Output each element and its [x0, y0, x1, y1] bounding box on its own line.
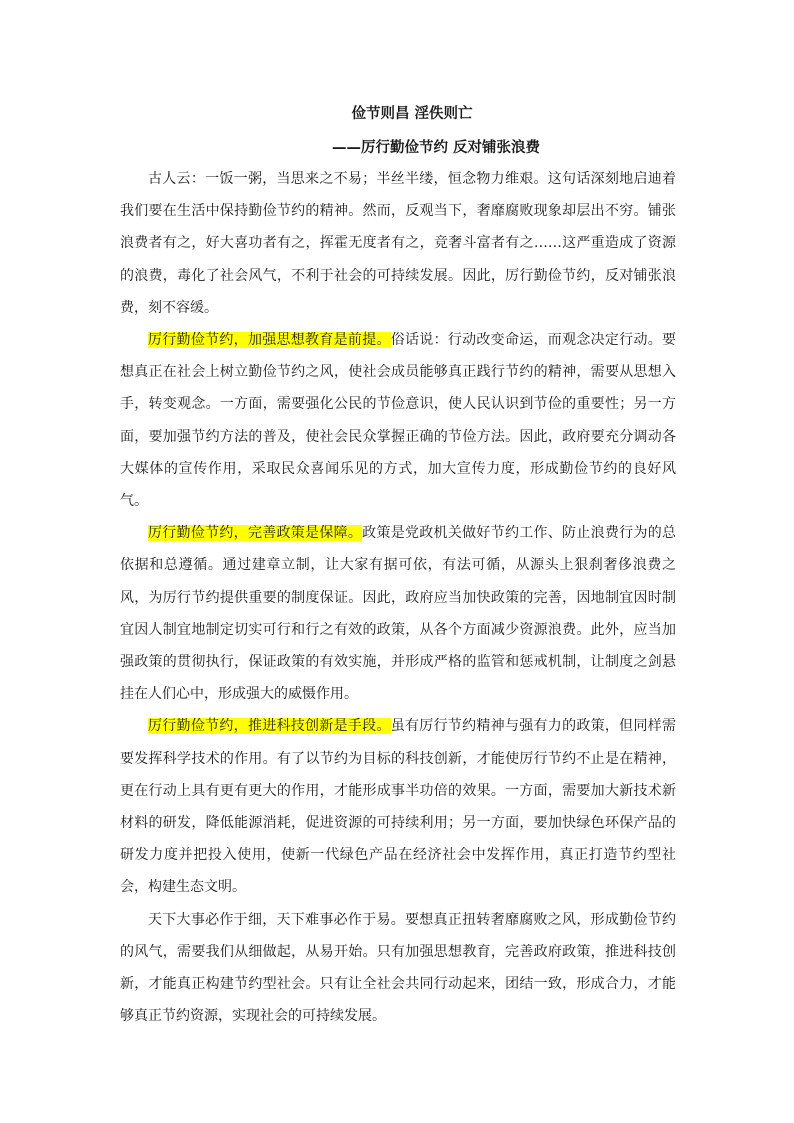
paragraph-conclusion: [120, 904, 676, 1033]
highlighted-topic-sentence: 厉行勤俭节约，推进科技创新是手段。: [148, 718, 391, 735]
paragraph-intro: [120, 163, 676, 324]
document-page: [120, 104, 676, 1032]
document-subtitle: ——厉行勤俭节约 反对铺张浪费: [331, 140, 541, 156]
paragraph-body: 古人云：一饭一粥，当思来之不易；半丝半缕，恒念物力维艰。这句话深刻地启迪着我们要在生活中保持勤俭节约的精神。然而，反观当下，奢靡腐败现象却层出不穷。铺张浪费者有之，好大喜功者有之，挥霍无度者有之，竞奢斗富者有之……这严重造成了资源的浪费，毒化了社会风气，不利于社会的可持续发展。因此，厉行勤俭节约，反对铺张浪费，刻不容缓。: [120, 171, 676, 316]
highlighted-topic-sentence: 厉行勤俭节约，加强思想教育是前提。: [148, 332, 391, 349]
document-title: 俭节则昌 淫佚则亡: [351, 106, 473, 122]
paragraph-thought-education: [120, 324, 676, 517]
paragraph-policy: [120, 517, 676, 710]
paragraph-technology: [120, 710, 676, 903]
paragraph-body: 天下大事必作于细，天下难事必作于易。要想真正扭转奢靡腐败之风，形成勤俭节约的风气，需要我们从细做起，从易开始。只有加强思想教育，完善政府政策，推进科技创新，才能真正构建节约型社会。只有让全社会共同行动起来，团结一致，形成合力，才能够真正节约资源，实现社会的可持续发展。: [120, 911, 676, 1025]
highlighted-topic-sentence: 厉行勤俭节约，完善政策是保障。: [148, 525, 363, 542]
paragraph-body: 俗话说：行动改变命运，而观念决定行动。要想真正在社会上树立勤俭节约之风，使社会成员能够真正践行节约的精神，需要从思想入手，转变观念。一方面，需要强化公民的节俭意识，使人民认识到节俭的重要性；另一方面，要加强节约方法的普及，使社会民众掌握正确的节俭方法。因此，政府要充分调动各大媒体的宣传作用，采取民众喜闻乐见的方式，加大宣传力度，形成勤俭节约的良好风气。: [120, 332, 677, 510]
paragraph-body: 虽有厉行节约精神与强有力的政策，但同样需要发挥科学技术的作用。有了以节约为目标的科技创新，才能使厉行节约不止是在精神，更在行动上具有更有更大的作用，才能形成事半功倍的效果。一方面，需要加大新技术新材料的研发，降低能源消耗，促进资源的可持续利用；另一方面，要加快绿色环保产品的研发力度并把投入使用，使新一代绿色产品在经济社会中发挥作用，真正打造节约型社会，构建生态文明。: [120, 718, 677, 896]
paragraph-body: 政策是党政机关做好节约工作、防止浪费行为的总依据和总遵循。通过建章立制，让大家有据可依，有法可循，从源头上狠刹奢侈浪费之风，为厉行节约提供重要的制度保证。因此，政府应当加快政策的完善，因地制宜因时制宜因人制宜地制定切实可行和行之有效的政策，从各个方面减少资源浪费。此外，应当加强政策的贯彻执行，保证政策的有效实施，并形成严格的监管和惩戒机制，让制度之剑悬挂在人们心中，形成强大的威慑作用。: [120, 525, 677, 703]
